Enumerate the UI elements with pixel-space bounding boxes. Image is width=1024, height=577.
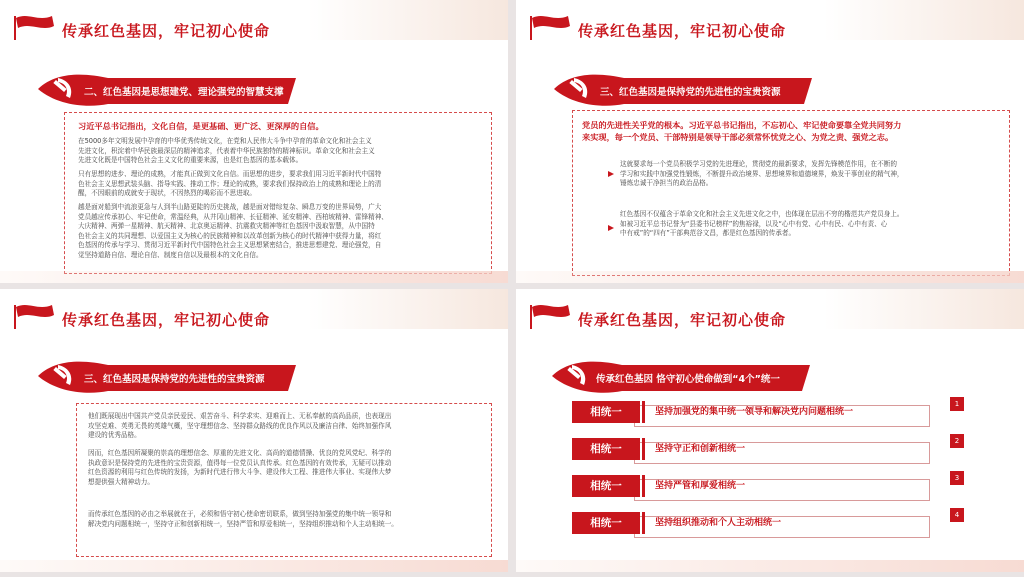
paragraph-3-line: 解决党内问题相统一，坚持守正和创新相统一，坚持严管和厚爱相统一，坚持组织推动和个人主动相统一。 (88, 519, 398, 528)
bullet-1-line: 学习和实践中加强党性锻炼，不断提升政治境界、思想境界和道德境界，焕发干事创业的精气神， (620, 169, 904, 178)
footer-gradient (516, 560, 1024, 572)
unity-tag: 相统一 (572, 438, 640, 460)
row-number: 1 (950, 397, 964, 411)
paragraph-2-line: 色社会主义思想武装头脑、指导实践、推动工作；理论的成熟，要求我们保持政治上的成熟和理论上的清 (78, 179, 382, 188)
slide-2[interactable] (516, 0, 1024, 283)
paragraph-3-line: 大庆精神、两弹一星精神、航天精神、北京奥运精神、抗震救灾精神等红色基因中汲取智慧，从中国特 (78, 222, 375, 230)
header-gradient (824, 289, 1024, 329)
row-number: 3 (950, 471, 964, 485)
slide-1[interactable] (0, 0, 508, 283)
unity-text: 坚持加强党的集中统一领导和解决党内问题相统一 (642, 401, 853, 423)
bullet-arrow-icon (608, 171, 614, 177)
unity-tag: 相统一 (572, 401, 640, 423)
bullet-arrow-icon (608, 225, 614, 231)
paragraph-2-line: 只有思想的进步、理论的成熟，才能真正做到文化自信。而思想的进步，要求我们用习近平新时代中国特 (78, 170, 382, 178)
paragraph-3-line: 越是面对船到中流浪更急与人到半山路更陡的历史挑战，越是面对错综复杂、瞬息万变的世界局势，广大 (78, 203, 382, 211)
slide-title: 传承红色基因，牢记初心使命 (62, 22, 271, 40)
section-banner-text: 传承红色基因 恪守初心使命做到“4个”统一 (596, 374, 780, 385)
header-gradient (824, 0, 1024, 40)
paragraph-1-line: 先进文化，积淀着中华民族最深层的精神追求，代表着中华民族独特的精神标识。革命文化和社会主义 (78, 146, 375, 155)
slide-4[interactable] (516, 289, 1024, 572)
section-banner-text: 二、红色基因是思想建党、理论强党的智慧支撑 (84, 87, 284, 98)
bullet-2-line: 如被习近平总书记誉为“县委书记榜样”的焦裕禄，以及“心中有党、心中有民、心中有责、心 (620, 219, 888, 228)
section-banner-text: 三、红色基因是保持党的先进性的宝贵资源 (600, 87, 781, 98)
slide-title: 传承红色基因，牢记初心使命 (578, 22, 787, 40)
paragraph-2-line: 因而，红色基因所凝聚的崇高的理想信念、厚重的先进文化、高尚的道德情操、优良的党风党纪、科学的 (88, 449, 392, 457)
paragraph-1-line: 先进文化既是中国特色社会主义文化的重要来源，也是红色基因的基本载体。 (78, 156, 303, 164)
paragraph-3-line: 色基因的传承与学习、贯彻习近平新时代中国特色社会主义思想紧密结合，推进思想建党、理论强党，自 (78, 241, 382, 249)
bullet-1-line: 这就要求每一个党员积极学习党的先进理论，贯彻党的最新要求，发挥先锋模范作用，在不断的 (620, 160, 897, 168)
slide-3[interactable] (0, 289, 508, 572)
paragraph-3-line: 而传承红色基因的必由之举展就在于，必须和悟守初心使命密切联系，做到坚持加强党的集中统一领导和 (88, 510, 392, 518)
row-number: 4 (950, 508, 964, 522)
unity-text: 坚持组织推动和个人主动相统一 (642, 512, 781, 534)
lead-text: 习近平总书记指出，文化自信，是更基础、更广泛、更深厚的自信。 (78, 121, 324, 131)
paragraph-2-line: 红色资源的利用与红色传统的发扬，为新时代进行伟大斗争、建设伟大工程、推进伟大事业、实现伟大梦 (88, 468, 392, 476)
paragraph-2-line: 执政意识是保持党的先进性的宝贵资源，值得每一位党员认真传承。红色基因的有效传承，无疑可以推动 (88, 458, 392, 467)
header-gradient (308, 0, 508, 40)
paragraph-1-line: 他们既展现出中国共产党员亲民爱民、艰苦奋斗、科学求实、迎难而上、无私奉献的高尚品质，也表现出 (88, 412, 392, 420)
unity-tag: 相统一 (572, 512, 640, 534)
lead-text: 来实现，每一个党员、干部特别是领导干部必须常怀忧党之心、为党之责、强党之志。 (582, 132, 894, 142)
red-flag-icon (8, 301, 60, 331)
unity-text: 坚持守正和创新相统一 (642, 438, 745, 460)
paragraph-3-line: 觉坚持道路自信、理论自信、制度自信以及最根本的文化自信。 (78, 250, 263, 259)
paragraph-2-line: 想提供强大精神动力。 (88, 477, 154, 486)
footer-gradient (0, 560, 508, 572)
paragraph-1-line: 在5000多年文明发展中孕育的中华优秀传统文化，在党和人民伟大斗争中孕育的革命文化和社会主义 (78, 137, 372, 145)
lead-text: 党员的先进性关乎党的根本。习近平总书记指出，不忘初心、牢记使命要靠全党共同努力 (582, 120, 902, 130)
unity-text: 坚持严管和厚爱相统一 (642, 475, 745, 497)
section-banner-text: 三、红色基因是保持党的先进性的宝贵资源 (84, 374, 265, 385)
header-gradient (308, 289, 508, 329)
paragraph-3-line: 色社会主义的共同理想、以爱国主义为核心的民族精神和以改革创新为核心的时代精神中获得力量，将红 (78, 231, 382, 240)
slide-title: 传承红色基因，牢记初心使命 (62, 311, 271, 329)
paragraph-1-line: 攻坚克难、英勇无畏的英雄气概，坚守理想信念、坚持群众路线的优良作风以及廉洁自律、始终加强作风 (88, 421, 392, 430)
bullet-1-line: 锤炼忠诚干净担当的政治品格。 (620, 179, 713, 187)
footer-gradient (516, 271, 1024, 283)
bullet-2-line: 红色基因不仅蕴含于革命文化和社会主义先进文化之中，也体现在层出不穷的楷范共产党员身上。 (620, 210, 904, 218)
bullet-2-line: 中有戒”的“四有”干部典范谷文昌，都是红色基因的传承者。 (620, 229, 796, 237)
footer-gradient (0, 271, 508, 283)
row-number: 2 (950, 434, 964, 448)
paragraph-3-line: 党员越应传承初心、牢记使命，常温经典，从井冈山精神、长征精神、延安精神、西柏坡精神、雷锋精神、 (78, 212, 388, 221)
paragraph-1-line: 建设的优秀品格。 (88, 431, 141, 439)
red-flag-icon (524, 12, 576, 42)
red-flag-icon (8, 12, 60, 42)
slide-title: 传承红色基因，牢记初心使命 (578, 311, 787, 329)
paragraph-2-line: 醒，不因眼前的成就安于现状，不因热烈的喝彩而不思进取。 (78, 189, 257, 197)
unity-tag: 相统一 (572, 475, 640, 497)
red-flag-icon (524, 301, 576, 331)
